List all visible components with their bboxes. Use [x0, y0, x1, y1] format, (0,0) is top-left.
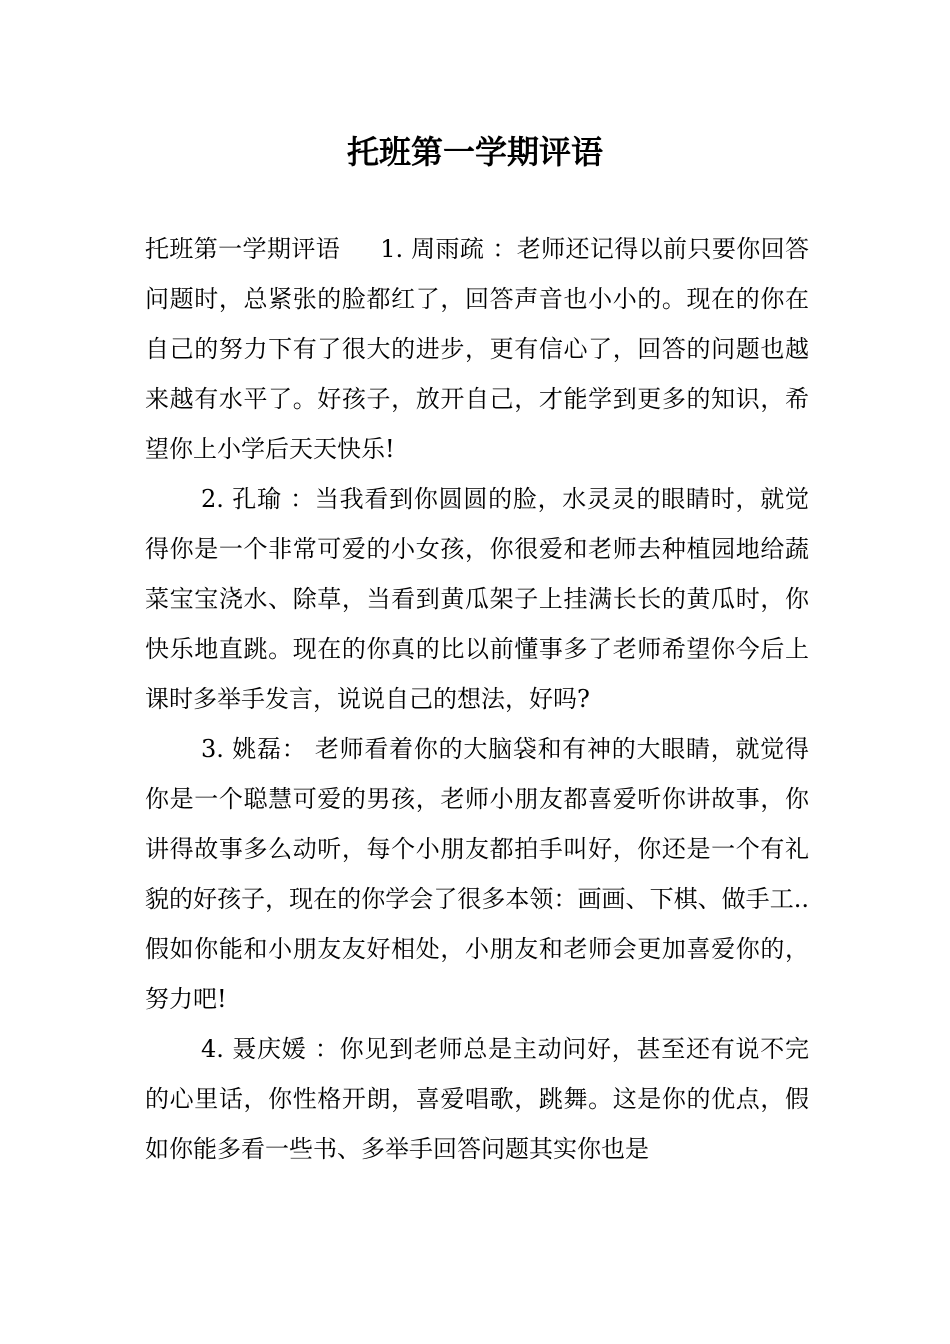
paragraph-2: [145, 474, 809, 724]
paragraph-text: 3. 姚磊： 老师看着你的大脑袋和有神的大眼睛，就觉得你是一个聪慧可爱的男孩，老师小朋友都喜爱听你讲故事，你讲得故事多么动听，每个小朋友都拍手叫好，你还是一个有礼貌的好孩子，现在的你学会了很多本领：画画、下棋、做手工..假如你能和小朋友友好相处，小朋友和老师会更加喜爱你的，努力吧!: [145, 735, 809, 1013]
document-title: 托班第一学期评语: [346, 133, 603, 171]
paragraph-text: 4. 聂庆媛 ：你见到老师总是主动问好，甚至还有说不完的心里话，你性格开朗，喜爱唱歌，跳舞。这是你的优点，假如你能多看一些书、多举手回答问题其实你也是: [145, 1035, 809, 1163]
paragraph-3: [145, 724, 809, 1024]
document-body: [145, 224, 809, 1174]
paragraph-text: 1. 周雨疏 ：老师还记得以前只要你回答问题时，总紧张的脸都红了，回答声音也小小的。现在的你在自己的努力下有了很大的进步，更有信心了，回答的问题也越来越有水平了。好孩子，放开自己，才能学到更多的知识，希望你上小学后天天快乐!: [145, 235, 809, 463]
paragraph-4: [145, 1024, 809, 1174]
paragraph-1: [145, 224, 809, 474]
paragraph-lead: 托班第一学期评语: [145, 235, 381, 263]
paragraph-text: 2. 孔瑜 ：当我看到你圆圆的脸，水灵灵的眼睛时，就觉得你是一个非常可爱的小女孩，你很爱和老师去种植园地给蔬菜宝宝浇水、除草，当看到黄瓜架子上挂满长长的黄瓜时，你快乐地直跳。现在的你真的比以前懂事多了老师希望你今后上课时多举手发言，说说自己的想法，好吗?: [145, 485, 809, 713]
